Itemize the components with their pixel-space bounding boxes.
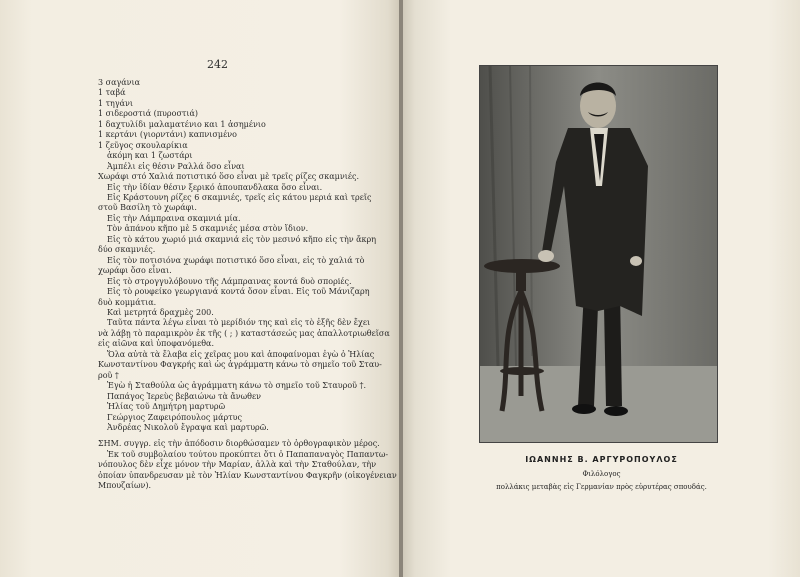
text-line: Ἠλίας τοῦ Δημήτρη μαρτυρῶ bbox=[107, 402, 226, 412]
text-line: δύο σκαμνιές. bbox=[98, 245, 156, 255]
portrait-photograph bbox=[479, 65, 718, 443]
text-line: Εἰς τὸν ποτισιόνα χωράφι ποτιστικό ὅσο εἶναι, εἰς τὸ χαλιά τὸ bbox=[107, 255, 365, 265]
text-line: Ἐγὼ ἡ Σταθούλα ὡς ἀγράμματη κάνω τὸ σημεῖο τοῦ Σταυροῦ †. bbox=[107, 381, 367, 391]
page-number: 242 bbox=[207, 58, 228, 71]
text-line: Παπάγος Ἱερεὺς βεβαιώνω τὰ ἄνωθεν bbox=[107, 391, 262, 401]
body-text bbox=[98, 78, 397, 492]
text-line: Εἰς τὸ κάτου χωριό μιά σκαμνιά εἰς τὸν μεσινό κῆπο εἰς τὴν ἄκρη bbox=[107, 234, 377, 244]
text-line: Ταῦτα πάντα λέγω εἶναι τὸ μερίδιόν της καὶ εἰς τὸ ἑξῆς δὲν ἔχει bbox=[107, 318, 371, 328]
caption-role: Φιλόλογος bbox=[582, 470, 621, 478]
text-line: Εἰς τὴν Λάμπραινα σκαμνιά μία. bbox=[107, 213, 241, 223]
text-line: Καὶ μετρητά δραχμὲς 200. bbox=[107, 307, 214, 317]
text-line: ΣΗΜ. συγγρ. εἰς τὴν ἀπόδοσιν διορθώσαμεν τὸ ὀρθογραφικὸν μέρος. bbox=[98, 439, 380, 449]
text-line: ἀκόμη και 1 ζωστάρι bbox=[107, 151, 193, 161]
text-line: εἰς αἰῶνα καὶ ὑποφανόμεθα. bbox=[98, 339, 214, 349]
caption-name: ΙΩΑΝΝΗΣ Β. ΑΡΓΥΡΟΠΟΥΛΟΣ bbox=[525, 455, 678, 464]
text-line: Ἐκ τοῦ συμβολαίου τούτου προκύπτει ὅτι ὁ Παπαπαναγὸς Παπαντω- bbox=[107, 449, 389, 459]
text-line: ὁποίαν ὑπανδρευσαν μὲ τὸν Ἠλίαν Κωνσταντίνου Φαγκρῆν (οἰκογένειαν bbox=[98, 470, 397, 480]
text-line: στοῦ Βασίλη τὸ χωράφι. bbox=[98, 203, 197, 213]
text-line: 1 δαχτυλίδι μαλαματένιο και 1 ἀσημένιο bbox=[98, 119, 266, 129]
text-line: 1 σιδεροστιά (πυροστιά) bbox=[98, 109, 198, 119]
text-line: Ἀμπέλι εἰς θέσιν Ραλλά ὅσο εἶναι bbox=[107, 161, 245, 171]
text-line: 1 τηγάνι bbox=[98, 98, 134, 108]
text-line: νὰ λάβῃ τὸ παραμικρὸν ἐκ τῆς ( ; ) καταστάσεώς μας ἀπαλλοτριωθεῖσα bbox=[98, 328, 390, 338]
caption-description: πολλάκις μεταβὰς εἰς Γερμανίαν πρὸς εὐρυτέρας σπουδάς. bbox=[496, 483, 707, 491]
portrait-figure bbox=[480, 66, 717, 442]
text-line: ροῦ † bbox=[98, 370, 119, 380]
text-line: 1 κερτάνι (γιορντάνι) καπνισμένο bbox=[98, 130, 237, 140]
text-line: νόπουλος δὲν εἶχε μόνον τὴν Μαρίαν, ἀλλὰ καὶ τὴν Σταθούλαν, τὴν bbox=[98, 460, 377, 470]
right-page bbox=[403, 0, 800, 577]
text-line: δυὸ κομμάτια. bbox=[98, 297, 157, 307]
text-line: Μπουζαίων). bbox=[98, 481, 152, 491]
text-line: 1 ταβά bbox=[98, 88, 126, 98]
text-line: 1 ζεῦγος σκουλαρίκια bbox=[98, 140, 188, 150]
text-line: Εἰς Κράστουνη ρίζες 6 σκαμνιές, τρεῖς εἰς κάτου μεριά καὶ τρεῖς bbox=[107, 192, 372, 202]
text-line: Εἰς τὸ στρογγυλόβουνο τῆς Λάμπραινας κοντά δυὸ σπορiές. bbox=[107, 276, 352, 286]
text-line: χωράφι ὅσο εἶναι. bbox=[98, 266, 172, 276]
text-line: Εἰς τὸ ρουφείκο γεωργιανά κοντά ὅσον εἶναι. Εἰς τοῦ Μάνιζαρη bbox=[107, 287, 370, 297]
text-line: Ὅλα αὐτὰ τὰ ἔλαβα εἰς χεῖρας μου καὶ ἀποφαίνομαι ἐγὼ ὁ Ἠλίας bbox=[107, 349, 375, 359]
text-line: Κωνσταντίνου Φαγκρής καὶ ὡς ἀγράμματη κάνω τὸ σημεῖο τοῦ Σταυ- bbox=[98, 360, 382, 370]
text-line: Τὸν ἀπάνου κῆπο μὲ 5 σκαμνιές μέσα στὸν ἴδιον. bbox=[107, 224, 309, 234]
text-line: Γεώργιος Ζαφειρόπουλος μάρτυς bbox=[107, 412, 242, 422]
text-line: 3 σαγάνια bbox=[98, 78, 141, 87]
text-line: Ἀνδρέας Νικολοῦ ἔγραψα καὶ μαρτυρῶ. bbox=[107, 422, 269, 432]
text-line: Εἰς τὴν ἰδίαν θέσιν ξερικό ἀπουπανδλακα ὅσο εἶναι. bbox=[107, 182, 323, 192]
text-line: Χωράφι στό Χαλιά ποτιστικό ὅσο εἶναι μὲ τρεῖς ρίζες σκαμνιές. bbox=[98, 172, 360, 182]
